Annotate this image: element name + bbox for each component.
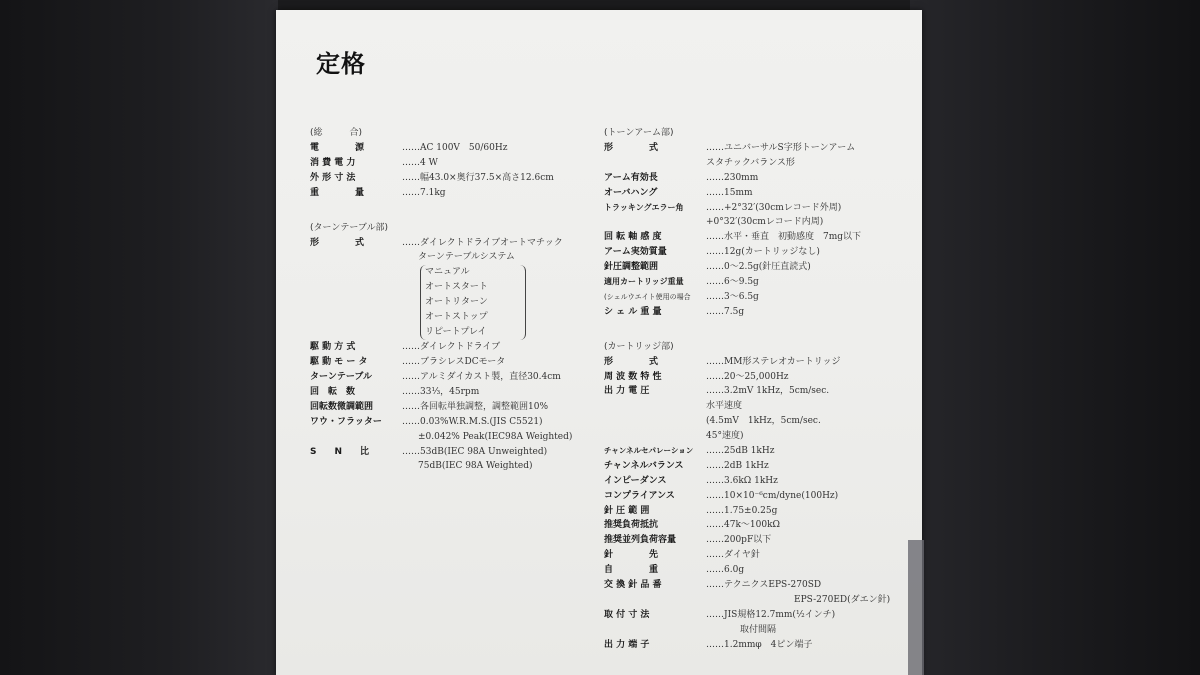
spec-row-continuation: EPS-270ED(ダエン針) xyxy=(794,594,891,605)
spec-row: チャンネルセパレーション ……25dB 1kHz xyxy=(604,446,775,457)
spec-row: 重 量 ……7.1kg xyxy=(310,187,446,198)
spec-row-continuation: (4.5mV 1kHz，5cm/sec. xyxy=(706,416,821,427)
brace-item: オートストップ xyxy=(425,312,488,323)
brace-item: オートリターン xyxy=(425,297,488,308)
spec-row: インピーダンス ……3.6kΩ 1kHz xyxy=(604,475,778,486)
spec-row: アーム実効質量 ……12g(カートリッジなし) xyxy=(604,247,820,258)
spec-row: 出 力 端 子 ……1.2mmφ 4ピン端子 xyxy=(604,639,813,650)
spec-row: 形 式 ……MM形ステレオカートリッジ xyxy=(604,356,841,367)
spec-row: チャンネルバランス ……2dB 1kHz xyxy=(604,460,769,471)
spec-row: 駆 動 モ ー タ ……ブラシレスDCモータ xyxy=(310,357,506,368)
spec-row: 回転数微調範囲 ……各回転単独調整，調整範囲10% xyxy=(310,401,549,412)
spec-row: 電 源 ……AC 100V 50/60Hz xyxy=(310,143,508,153)
spec-row-continuation: 水平速度 xyxy=(706,401,743,412)
spec-row: ワウ・フラッター ……0.03%W.R.M.S.(JIS C5521) xyxy=(310,416,543,427)
spec-row-continuation: ±0.042% Peak(IEC98A Weighted) xyxy=(418,431,573,442)
spec-row: 針圧調整範囲 ……0～2.5g(針圧直読式) xyxy=(604,262,811,273)
spec-row: 形 式 ……ユニバーサルS字形トーンアーム xyxy=(604,143,856,153)
spec-row: 交 換 針 品 番 ……テクニクスEPS-270SD xyxy=(604,580,822,591)
spec-row-continuation: 45°速度) xyxy=(706,431,744,442)
spec-row: シ ェ ル 重 量 ……7.5g xyxy=(604,306,745,317)
spec-row: 外 形 寸 法 ……幅43.0×奥行37.5×高さ12.6cm xyxy=(310,172,554,183)
spec-row: 適用カートリッジ重量 ……6～9.5g xyxy=(604,277,759,288)
right-column xyxy=(604,122,904,653)
spec-row: 自 重 ……6.0g xyxy=(604,565,745,576)
spec-row-continuation: スタチックバランス形 xyxy=(706,157,795,168)
spec-row: 針 圧 範 囲 ……1.75±0.25g xyxy=(604,505,778,516)
spec-row: 消 費 電 力 ……4 W xyxy=(310,157,438,168)
background-left xyxy=(0,0,278,675)
spec-row: トラッキングエラー角 ……+2°32′(30cmレコード外周) xyxy=(604,202,842,213)
spec-row: コンプライアンス ……10×10⁻⁶cm/dyne(100Hz) xyxy=(604,490,839,501)
spec-row: 駆 動 方 式 ……ダイレクトドライブ xyxy=(310,342,501,353)
spec-row: (シェルウエイト使用の場合 ……3～6.5g xyxy=(604,291,759,302)
page-title: 定格 xyxy=(316,50,366,78)
left-column xyxy=(310,122,600,474)
spec-row: 推奨並列負荷容量 ……200pF以下 xyxy=(604,535,772,546)
section-heading-tonearm: (トーンアーム部) xyxy=(604,128,674,138)
spec-row: 形 式 ……ダイレクトドライブオートマチック xyxy=(310,237,563,248)
spec-row-continuation: ターンテーブルシステム xyxy=(418,252,515,263)
spec-row-continuation: 取付間隔 xyxy=(740,624,777,635)
spec-row-continuation: 75dB(IEC 98A Weighted) xyxy=(418,461,533,472)
operation-modes-bracket xyxy=(420,265,526,340)
brace-item: オートスタート xyxy=(425,282,488,293)
spec-row: ターンテーブル ……アルミダイカスト製，直径30.4cm xyxy=(310,372,561,383)
next-page-edge xyxy=(908,540,924,675)
spec-row-continuation: +0°32′(30cmレコード内周) xyxy=(706,217,824,228)
spec-row: オーバハング ……15mm xyxy=(604,187,753,198)
spec-row: 針 先 ……ダイヤ針 xyxy=(604,550,760,561)
spec-row: 推奨負荷抵抗 ……47k～100kΩ xyxy=(604,520,780,531)
spec-row: S N 比 ……53dB(IEC 98A Unweighted) xyxy=(310,446,548,457)
spec-row: 出 力 電 圧 ……3.2mV 1kHz，5cm/sec. xyxy=(604,386,830,397)
brace-item: マニュアル xyxy=(425,267,470,278)
brace-item: リピートプレイ xyxy=(425,327,487,338)
spec-row: 取 付 寸 法 ……JIS規格12.7mm(½インチ) xyxy=(604,609,836,620)
spec-row: アーム有効長 ……230mm xyxy=(604,172,759,183)
section-heading-general: (総 合) xyxy=(310,128,363,138)
spec-row: 回 転 軸 感 度 ……水平・垂直 初動感度 7mg以下 xyxy=(604,232,862,243)
spec-sheet-page xyxy=(276,10,922,675)
spec-row: 回 転 数 ……33⅓，45rpm xyxy=(310,387,480,398)
spec-row: 周 波 数 特 性 ……20～25,000Hz xyxy=(604,371,789,382)
background-right xyxy=(910,0,1200,675)
section-heading-turntable: (ターンテーブル部) xyxy=(310,222,389,233)
section-heading-cartridge: (カートリッジ部) xyxy=(604,341,674,352)
